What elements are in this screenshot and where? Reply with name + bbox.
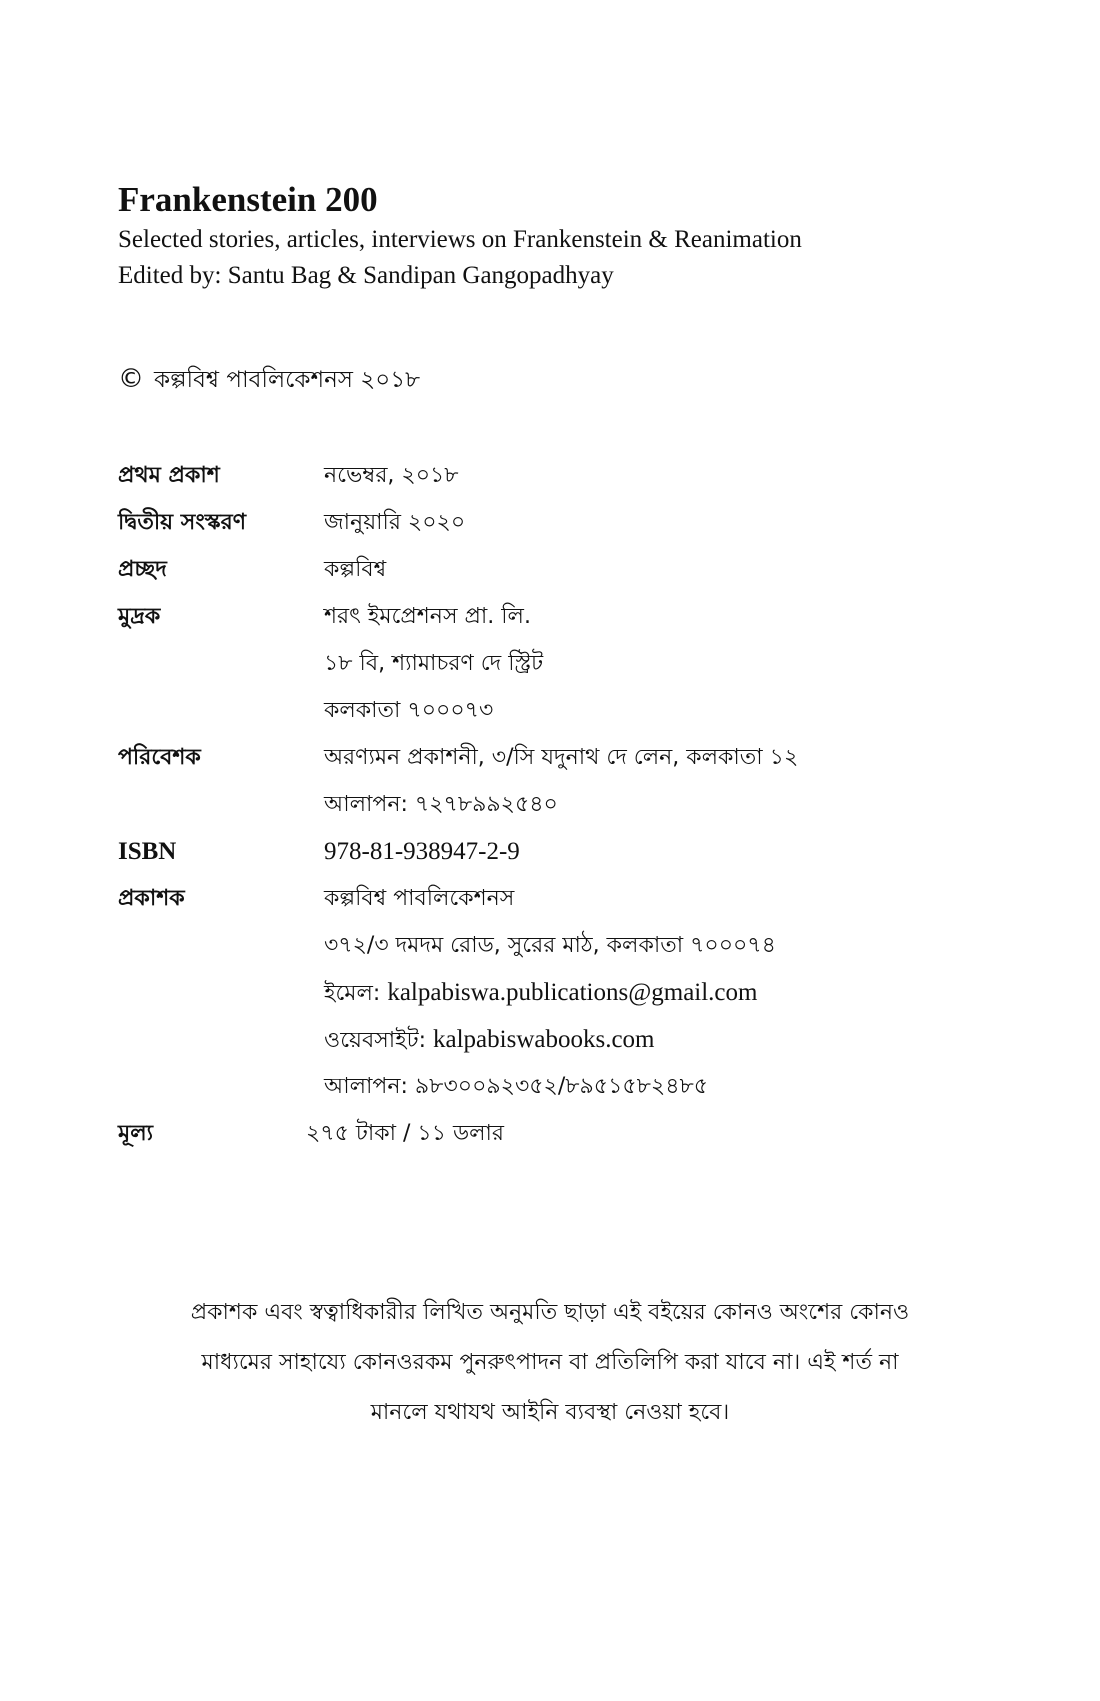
rights-notice-line-1: প্রকাশক এবং স্বত্বাধিকারীর লিখিত অনুমতি ছাড়া এই বইয়ের কোনও অংশের কোনও (190, 1300, 910, 1325)
cover-value: কল্পবিশ্ব (324, 557, 387, 582)
website-line (324, 1022, 654, 1059)
website-link[interactable]: kalpabiswabooks.com (433, 1026, 655, 1053)
rights-notice-line-2: মাধ্যমের সাহায্যে কোনওরকম পুনরুৎপাদন বা প্রতিলিপি করা যাবে না। এই শর্ত না (201, 1350, 899, 1375)
isbn-value: 978-81-938947-2-9 (324, 838, 520, 865)
website-prefix: ওয়েবসাইট: (324, 1028, 433, 1053)
email-line (324, 975, 757, 1012)
rights-notice-line-3: মানলে যথাযথ আইনি ব্যবস্থা নেওয়া হবে। (370, 1400, 730, 1425)
distributor-value: অরণ্যমন প্রকাশনী, ৩/সি যদুনাথ দে লেন, কলকাতা ১২ (324, 745, 799, 770)
price-label: মূল্য (118, 1121, 153, 1146)
book-editors: Edited by: Santu Bag & Sandipan Gangopadhyay (118, 262, 614, 289)
isbn-label: ISBN (118, 838, 177, 865)
email-prefix: ইমেল: (324, 981, 388, 1006)
book-subtitle: Selected stories, articles, interviews on Frankenstein & Reanimation (118, 226, 802, 253)
publisher-label: প্রকাশক (118, 886, 185, 911)
rights-notice (100, 1288, 1000, 1438)
copyright-icon: © (118, 364, 144, 394)
printer-label: মুদ্রক (118, 604, 161, 629)
copyright-line (118, 362, 420, 397)
printer-address-line-1: ১৮ বি, শ্যামাচরণ দে স্ট্রিট (324, 651, 544, 676)
email-link[interactable]: kalpabiswa.publications@gmail.com (387, 979, 758, 1006)
isbn-value-wrap (324, 834, 520, 871)
distributor-phone: আলাপন: ৭২৭৮৯৯২৫৪০ (324, 792, 558, 817)
title-block (118, 178, 998, 294)
distributor-label: পরিবেশক (118, 745, 201, 770)
printer-name: শরৎ ইমপ্রেশনস প্রা. লি. (324, 604, 531, 629)
first-edition-label: প্রথম প্রকাশ (118, 463, 220, 488)
first-edition-value: নভেম্বর, ২০১৮ (324, 463, 459, 488)
printer-address-line-2: কলকাতা ৭০০০৭৩ (324, 698, 494, 723)
publisher-name: কল্পবিশ্ব পাবলিকেশনস (324, 886, 515, 911)
second-edition-value: জানুয়ারি ২০২০ (324, 510, 466, 535)
publisher-phone: আলাপন: ৯৮৩০০৯২৩৫২/৮৯৫১৫৮২৪৮৫ (324, 1074, 709, 1099)
second-edition-label: দ্বিতীয় সংস্করণ (118, 510, 247, 535)
price-value: ২৭৫ টাকা / ১১ ডলার (306, 1121, 505, 1146)
cover-label: প্রচ্ছদ (118, 557, 167, 582)
book-title: Frankenstein 200 (118, 180, 378, 219)
copyright-text: কল্পবিশ্ব পাবলিকেশনস ২০১৮ (154, 367, 421, 393)
publisher-address: ৩৭২/৩ দমদম রোড, সুরের মাঠ, কলকাতা ৭০০০৭৪ (324, 933, 776, 958)
